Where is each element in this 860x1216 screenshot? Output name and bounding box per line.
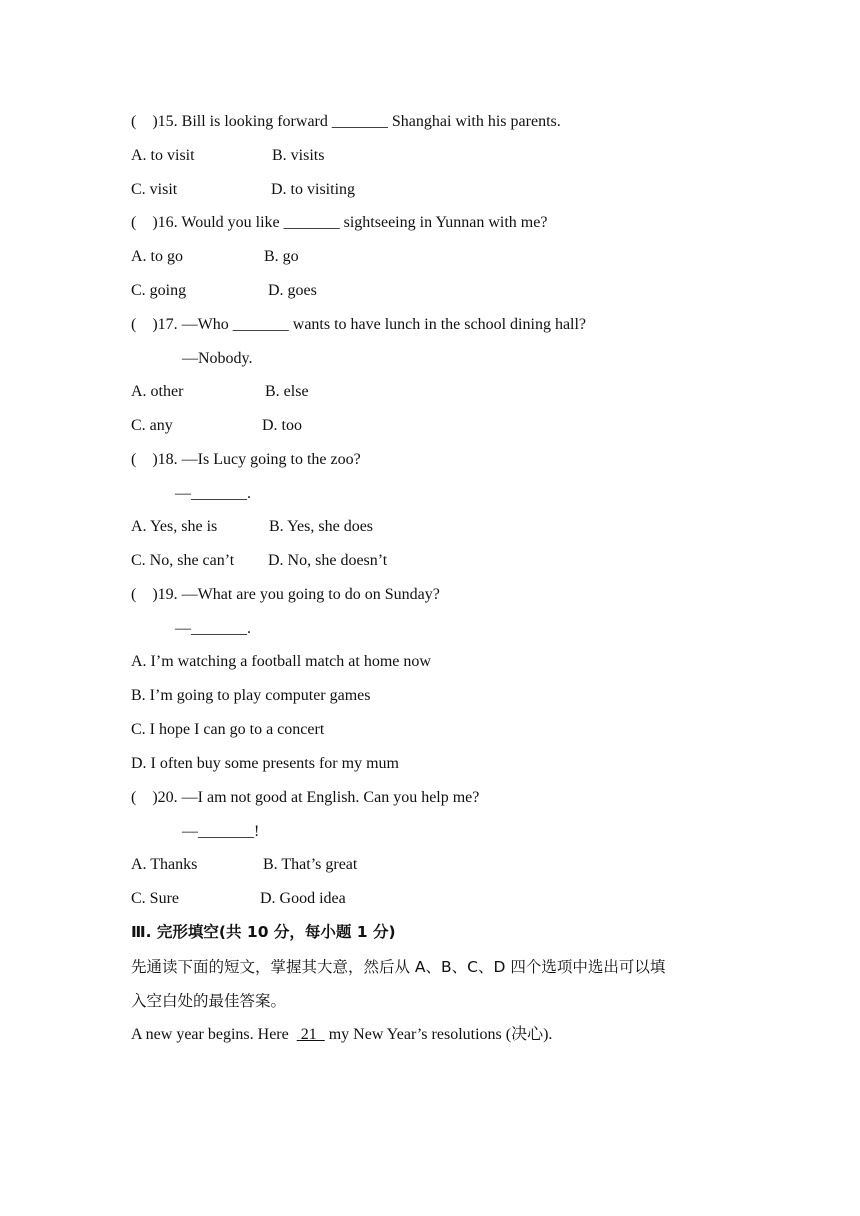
question-20-reply: —_______! — [182, 823, 260, 840]
section-instruction-line-1: 先通读下面的短文，掌握其大意，然后从 A、B、C、D 四个选项中选出可以填 — [131, 958, 666, 976]
question-17-stem: ( )17. —Who _______ wants to have lunch in the school dining hall? — [131, 316, 587, 333]
q17-option-c: C. any — [131, 417, 173, 434]
q18-option-c: C. No, she can’t — [131, 552, 235, 569]
q19-option-b: B. I’m going to play computer games — [131, 687, 371, 704]
q17-option-a: A. other — [131, 383, 184, 400]
q18-option-b: B. Yes, she does — [269, 518, 374, 535]
q17-option-d: D. too — [262, 417, 302, 434]
question-16-stem: ( )16. Would you like _______ sightseeing in Yunnan with me? — [131, 214, 548, 231]
passage-line-1 — [131, 1025, 552, 1045]
q20-option-c: C. Sure — [131, 890, 179, 907]
question-19-stem: ( )19. —What are you going to do on Sunday? — [131, 586, 440, 603]
q19-option-a: A. I’m watching a football match at home now — [131, 653, 431, 670]
passage-blank-21: 21 — [296, 1026, 325, 1043]
passage-text-before: A new year begins. Here — [131, 1026, 297, 1043]
question-19-reply: —_______. — [175, 620, 251, 637]
passage-text-after: my New Year’s resolutions (决心). — [324, 1026, 553, 1043]
q18-option-a: A. Yes, she is — [131, 518, 218, 535]
q15-option-b: B. visits — [272, 147, 325, 164]
q19-option-c: C. I hope I can go to a concert — [131, 721, 325, 738]
q15-option-a: A. to visit — [131, 147, 195, 164]
section-instruction-line-2: 入空白处的最佳答案。 — [131, 992, 287, 1010]
q18-option-d: D. No, she doesn’t — [268, 552, 388, 569]
question-18-stem: ( )18. —Is Lucy going to the zoo? — [131, 451, 361, 468]
question-20-stem: ( )20. —I am not good at English. Can you help me? — [131, 789, 480, 806]
q15-option-d: D. to visiting — [271, 181, 356, 198]
q16-option-a: A. to go — [131, 248, 183, 265]
q16-option-b: B. go — [264, 248, 299, 265]
question-18-reply: —_______. — [175, 485, 251, 502]
question-15-stem: ( )15. Bill is looking forward _______ Shanghai with his parents. — [131, 113, 561, 130]
q16-option-c: C. going — [131, 282, 187, 299]
q20-option-b: B. That’s great — [263, 856, 358, 873]
q16-option-d: D. goes — [268, 282, 317, 299]
q20-option-d: D. Good idea — [260, 890, 346, 907]
q15-option-c: C. visit — [131, 181, 178, 198]
question-17-reply: —Nobody. — [182, 350, 253, 367]
section-heading: Ⅲ. 完形填空(共 10 分，每小题 1 分) — [131, 923, 396, 941]
q17-option-b: B. else — [265, 383, 309, 400]
q19-option-d: D. I often buy some presents for my mum — [131, 755, 399, 772]
q20-option-a: A. Thanks — [131, 856, 198, 873]
